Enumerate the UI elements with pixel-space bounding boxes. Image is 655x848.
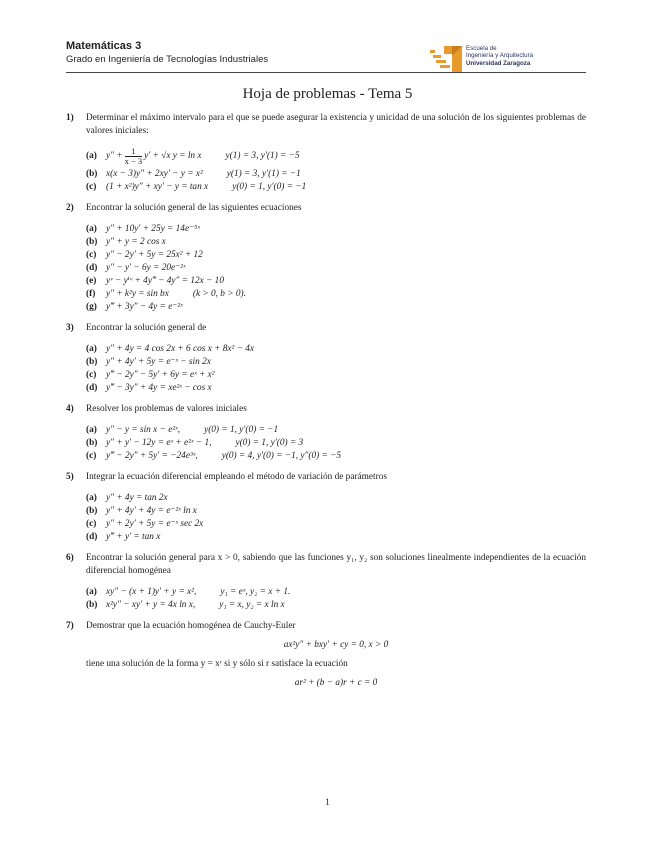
list-item: (a) y″ + 4y = 4 cos 2x + 6 cos x + 8x² − 4x <box>86 344 255 354</box>
problem-7 <box>66 620 586 690</box>
problem-2 <box>66 202 586 314</box>
list-item: (a) y″ + $\frac{1}{x - 3}$ y′ + √x y = ln x y(1) = 3, y′(1) = −5 <box>86 145 300 166</box>
problem-6 <box>66 552 586 612</box>
list-item: (c) y″ − 2y′ + 5y = 25x² + 12 <box>86 250 203 260</box>
fraction: $\frac{1}{x - 3}$ <box>124 145 143 166</box>
problem-text: tiene una solución de la forma y = xʳ si y sólo si r satisface la ecuación <box>86 659 348 669</box>
list-item: (b) x(x − 3)y″ + 2xy′ − y = x² y(1) = 3, y′(1) = −1 <box>86 169 301 179</box>
logo-text: Escuela de Ingeniería y Arquitectura Universidad Zaragoza <box>466 45 534 67</box>
problem-1 <box>66 112 586 194</box>
list-item: (b) y″ + 4y′ + 4y = e⁻²ˣ ln x <box>86 506 197 516</box>
problem-number: 4) <box>66 404 74 414</box>
problem-number: 1) <box>66 113 74 123</box>
list-item: (b) y″ + y = 2 cos x <box>86 237 166 247</box>
problem-5 <box>66 471 586 544</box>
university-logo <box>430 44 560 74</box>
problem-list <box>66 112 586 696</box>
list-item: (c) y″ + 2y′ + 5y = e⁻ˣ sec 2x <box>86 519 204 529</box>
list-item: (b) y″ + 4y′ + 5y = e⁻ˣ − sin 2x <box>86 357 211 367</box>
cauchy-euler-equation: ax²y″ + bxy′ + cy = 0, x > 0 <box>283 640 389 650</box>
list-item: (a) y″ − y = sin x − e²ˣ, y(0) = 1, y′(0) = −1 <box>86 425 279 435</box>
list-item: (b) x²y″ − xy′ + y = 4x ln x, y₁ = x, y₂ = x ln x <box>86 600 285 610</box>
degree-subtitle: Grado en Ingeniería de Tecnologías Industriales <box>66 54 269 65</box>
list-item: (d) y‴ − 3y″ + 4y = xe²ˣ − cos x <box>86 383 212 393</box>
list-item: (c) y‴ − 2y″ − 5y′ + 6y = eˣ + x² <box>86 370 215 380</box>
problem-number: 2) <box>66 203 74 213</box>
characteristic-equation: ar² + (b − a)r + c = 0 <box>294 678 378 688</box>
list-item: (c) (1 + x²)y″ + xy′ − y = tan x y(0) = 1, y′(0) = −1 <box>86 182 307 192</box>
list-item: (a) y″ + 4y = tan 2x <box>86 493 168 503</box>
problem-statement: Integrar la ecuación diferencial empleando el método de variación de parámetros <box>86 472 387 482</box>
list-item: (b) y″ + y′ − 12y = eˣ + e²ˣ − 1, y(0) = 1, y′(0) = 3 <box>86 438 304 448</box>
problem-statement: Encontrar la solución general para x > 0, sabiendo que las funciones y₁, y₂ son soluciones linealmente independientes de la ecuación diferencial homogénea <box>86 553 586 576</box>
problem-statement: Demostrar que la ecuación homogénea de Cauchy-Euler <box>86 621 296 631</box>
list-item: (a) xy″ − (x + 1)y′ + y = x², y₁ = eˣ, y₂ = x + 1. <box>86 587 291 597</box>
list-item: (d) y‴ + y′ = tan x <box>86 532 161 542</box>
list-item: (d) y″ − y′ − 6y = 20e⁻²ˣ <box>86 263 186 273</box>
list-item: (a) y″ + 10y′ + 25y = 14e⁻⁵ˣ <box>86 224 200 234</box>
list-item: (c) y‴ − 2y″ + 5y′ = −24e³ˣ, y(0) = 4, y′(0) = −1, y″(0) = −5 <box>86 451 342 461</box>
problem-statement: Encontrar la solución general de las siguientes ecuaciones <box>86 203 302 213</box>
problem-statement: Resolver los problemas de valores iniciales <box>86 404 247 414</box>
problem-number: 6) <box>66 553 74 563</box>
document-header <box>66 40 268 65</box>
problem-number: 5) <box>66 472 74 482</box>
list-item: (e) yᵛ − yⁱᵛ + 4y‴ − 4y″ = 12x − 10 <box>86 276 224 286</box>
problem-statement: Determinar el máximo intervalo para el que se puede asegurar la existencia y unicidad de una solución de los siguientes problemas de valores iniciales: <box>86 113 586 136</box>
course-title: Matemáticas 3 <box>66 40 142 52</box>
page-number: 1 <box>325 798 330 808</box>
logo-mark-icon <box>430 44 464 74</box>
problem-number: 3) <box>66 323 74 333</box>
header-rule <box>66 72 586 73</box>
list-item: (g) y‴ + 3y″ − 4y = e⁻²ˣ <box>86 302 183 312</box>
problem-number: 7) <box>66 621 74 631</box>
problem-4 <box>66 403 586 463</box>
list-item: (f) y″ + k²y = sin bx (k > 0, b > 0). <box>86 289 246 299</box>
problem-statement: Encontrar la solución general de <box>86 323 207 333</box>
problem-3 <box>66 322 586 395</box>
page-title: Hoja de problemas - Tema 5 <box>242 86 413 102</box>
